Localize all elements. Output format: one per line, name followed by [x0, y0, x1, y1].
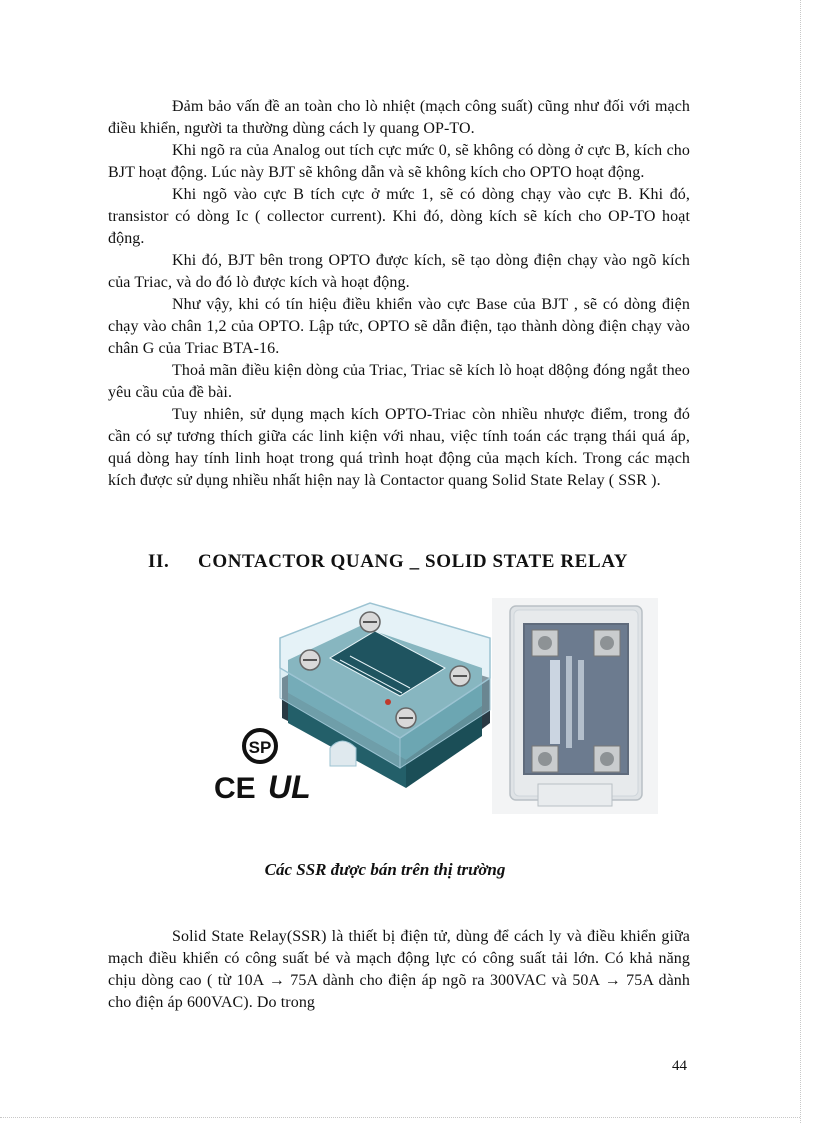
csa-mark-icon	[244, 730, 276, 762]
section-title: CONTACTOR QUANG _ SOLID STATE RELAY	[198, 551, 629, 572]
paragraph-1: Đảm bảo vấn đề an toàn cho lò nhiệt (mạch công suất) cũng như đối với mạch điều khiển, người ta thường dùng cách ly quang OP-TO.	[108, 98, 690, 137]
figure-caption	[0, 860, 660, 880]
paragraph-2: Khi ngõ ra của Analog out tích cực mức 0, sẽ không có dòng ở cực B, kích cho BJT hoạt động. Lúc này BJT sẽ không dẫn và sẽ không kích cho OPTO hoạt động.	[108, 142, 690, 181]
section-heading	[148, 551, 708, 573]
ul-mark-icon: UL	[268, 769, 311, 805]
page-number: 44	[672, 1058, 687, 1074]
page-border-bottom	[0, 1117, 800, 1118]
ssr-module-image-left	[210, 598, 492, 810]
ce-mark-icon: CE	[214, 772, 256, 805]
paragraph-8: Solid State Relay(SSR) là thiết bị điện tử, dùng để cách ly và điều khiển giữa mạch điều khiển có công suất bé và mạch động lực có công suất tải lớn. Có khả năng chịu dòng cao ( từ 10A → 75A dành cho điện áp ngõ ra 300VAC và 50A → 75A dành cho điện áp 600VAC). Do trong	[108, 928, 690, 1011]
section-number: II.	[148, 551, 170, 572]
ssr-photo-left	[210, 598, 492, 810]
paragraph-5: Như vậy, khi có tín hiệu điều khiển vào cực Base của BJT , sẽ có dòng điện chạy vào chân 1,2 của OPTO. Lập tức, OPTO sẽ dẫn điện, tạo thành dòng điện chạy vào chân G của Triac BTA-16.	[108, 296, 690, 357]
body-text	[108, 96, 690, 492]
body-text-after-figure	[108, 926, 690, 1014]
ssr-module-image-right	[492, 598, 658, 814]
figure-caption-text: Các SSR được bán trên thị trường	[264, 860, 506, 879]
paragraph-6: Thoả mãn điều kiện dòng của Triac, Triac sẽ kích lò hoạt d8ộng đóng ngắt theo yêu cầu của đề bài.	[108, 362, 690, 401]
svg-text:SP: SP	[248, 738, 272, 757]
paragraph-7: Tuy nhiên, sử dụng mạch kích OPTO-Triac còn nhiều nhược điểm, trong đó cần có sự tương thích giữa các linh kiện với nhau, việc tính toán các trạng thái quá áp, quá dòng hay tính linh hoạt trong quá trình hoạt động của mạch kích. Trong các mạch kích được sử dụng nhiều nhất hiện nay là Contactor quang Solid State Relay ( SSR ).	[108, 406, 690, 489]
ssr-photo-right	[492, 598, 658, 814]
paragraph-3: Khi ngõ vào cực B tích cực ở mức 1, sẽ có dòng chạy vào cực B. Khi đó, transistor có dòng Ic ( collector current). Khi đó, dòng kích sẽ kích cho OP-TO hoạt động.	[108, 186, 690, 247]
paragraph-4: Khi đó, BJT bên trong OPTO được kích, sẽ tạo dòng điện chạy vào ngõ kích của Triac, và do đó lò được kích và hoạt động.	[108, 252, 690, 291]
page-border-right	[800, 0, 801, 1123]
